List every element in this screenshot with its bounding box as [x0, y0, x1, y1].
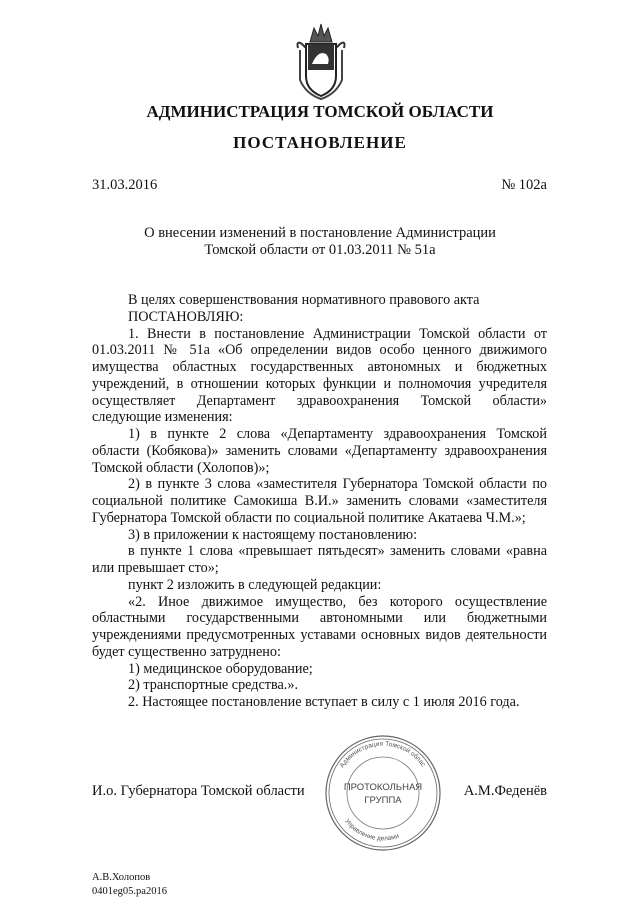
document-subject	[0, 225, 640, 259]
document-footer	[92, 871, 547, 899]
document-number: № 102а	[501, 177, 547, 193]
stamp-center-line: ПРОТОКОЛЬНАЯ	[343, 781, 423, 793]
paragraph	[92, 426, 547, 476]
svg-text:Управление делами	[343, 818, 400, 842]
executor-name: А.В.Холопов	[92, 871, 151, 883]
text-line: 1) медицинское оборудование;	[128, 660, 313, 677]
organization-title: АДМИНИСТРАЦИЯ ТОМСКОЙ ОБЛАСТИ	[146, 102, 494, 121]
text-line: Губернатора Томской области по социальной политике Акатаева Ч.М.»;	[92, 509, 526, 526]
document-flow	[92, 292, 547, 899]
file-reference: 0401eg05.pa2016	[92, 885, 167, 897]
stamp-center-line: ГРУППА	[364, 794, 402, 806]
subject-line: Томской области от 01.03.2011 № 51а	[204, 242, 436, 258]
text-line: 2. Настоящее постановление вступает в силу с 1 июля 2016 года.	[128, 694, 520, 710]
text-line: 1. Внести в постановление Администрации Томской области от 01.03.2011	[92, 325, 547, 359]
paragraph	[92, 292, 547, 309]
document-type: ПОСТАНОВЛЕНИЕ	[233, 133, 407, 152]
document-body	[92, 292, 547, 711]
coat-of-arms-emblem	[296, 20, 346, 100]
paragraph	[92, 577, 547, 594]
text-line: (Кобякова)» заменить словами «Департаменту здравоохранения Томской области	[92, 442, 548, 476]
paragraph	[92, 309, 547, 326]
text-line: или превышает сто»;	[92, 560, 219, 576]
subject-line: О внесении изменений в постановление Администрации	[144, 225, 496, 241]
text-line: (Холопов)»;	[197, 459, 270, 476]
text-line: затруднено:	[210, 643, 281, 660]
paragraph	[92, 476, 547, 526]
text-line: государственными автономными или бюджетными учреждениями	[92, 610, 548, 643]
text-line: 3) в приложении к настоящему постановлению:	[128, 526, 418, 543]
paragraph	[92, 694, 547, 711]
text-line: «2. Иное движимое имущество, без которого осуществление областными	[92, 593, 547, 627]
text-line: ПОСТАНОВЛЯЮ:	[128, 308, 244, 325]
text-line: функции и полномочия учредителя осуществляет Департамент здравоохранения	[92, 375, 547, 409]
signatory-name: А.М.Феденёв	[463, 782, 547, 799]
text-line: В целях совершенствования нормативного правового акта	[128, 292, 480, 308]
text-line: 2) в пункте 3 слова «заместителя Губернатора Томской области	[128, 476, 527, 493]
paragraph	[92, 594, 547, 661]
text-line: государственных автономных и бюджетных учреждений, в отношении которых	[92, 359, 547, 392]
signatory-position: И.о. Губернатора Томской области	[92, 782, 305, 799]
text-line: предусмотренных уставами основных видов деятельности будет существенно	[92, 627, 547, 660]
text-line: Томской области» следующие изменения:	[92, 392, 548, 426]
document-date: 31.03.2016	[92, 177, 158, 193]
paragraph	[92, 543, 547, 577]
official-stamp	[318, 733, 448, 853]
paragraph	[92, 661, 547, 678]
text-line: по социальной политике Самокиша В.И.» заменить словами «заместителя	[92, 476, 547, 509]
stamp-ring-bottom: Управление делами	[343, 817, 400, 843]
text-line: 2) транспортные средства.».	[128, 677, 298, 694]
text-line: № 51а «Об определении видов особо ценного движимого имущества областных	[92, 342, 548, 375]
paragraph	[92, 326, 547, 427]
text-line: в пункте 1 слова «превышает пятьдесят» заменить словами «равна	[128, 543, 547, 560]
stamp-ring-top: Администрация Томской облас	[338, 740, 427, 769]
paragraph	[92, 677, 547, 694]
text-line: пункт 2 изложить в следующей редакции:	[128, 576, 382, 593]
paragraph	[92, 527, 547, 544]
text-line: 1) в пункте 2 слова «Департаменту здравоохранения Томской области	[92, 426, 547, 459]
signature-block	[92, 733, 547, 853]
